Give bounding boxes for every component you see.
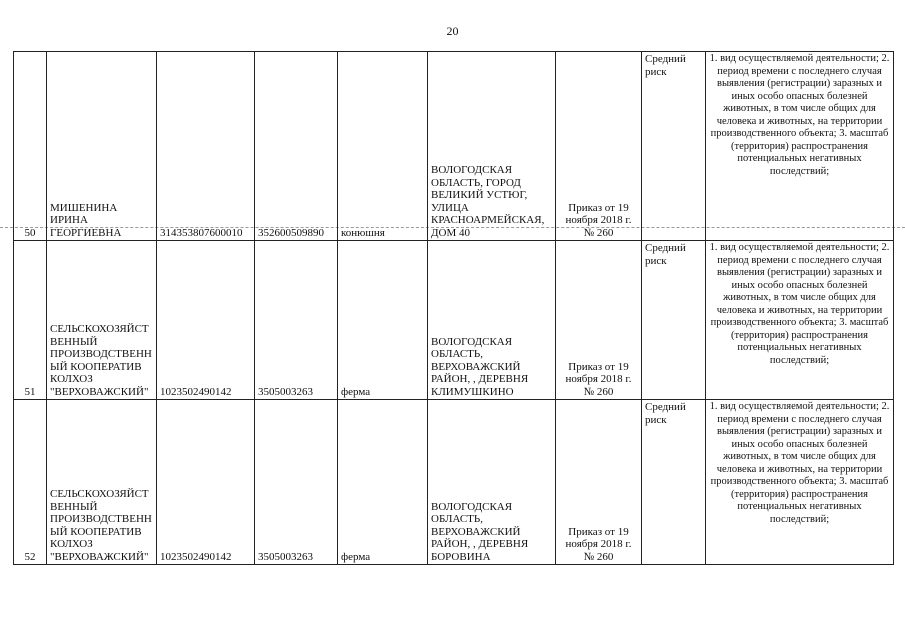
object-type-cell: конюшня — [338, 52, 428, 241]
org-name: СЕЛЬСКОХОЗЯЙСТ ВЕННЫЙ ПРОИЗВОДСТВЕНН ЫЙ КООПЕРАТИВ КОЛХОЗ "ВЕРХОВАЖСКИЙ" — [47, 241, 157, 400]
criteria-cell: 1. вид осуществляемой деятельности; 2. период времени с последнего случая выявления (регистрации) заразных и иных особо опасных болезней животных, в том числе общих для человека и животных, на территории производственного объекта; 3. масштаб (территория) распространения потенциальных негативных последствий; — [706, 52, 894, 241]
risk-category-cell: Средний риск — [642, 241, 706, 400]
table-row — [14, 241, 894, 400]
inn-cell: 3505003263 — [255, 241, 338, 400]
ogrn-cell: 314353807600010 — [157, 52, 255, 241]
registry-table — [13, 51, 894, 565]
row-number: 50 — [14, 52, 47, 241]
org-name: СЕЛЬСКОХОЗЯЙСТ ВЕННЫЙ ПРОИЗВОДСТВЕНН ЫЙ КООПЕРАТИВ КОЛХОЗ "ВЕРХОВАЖСКИЙ" — [47, 400, 157, 565]
document-cell: Приказ от 19 ноября 2018 г. № 260 — [556, 52, 642, 241]
document-cell: Приказ от 19 ноября 2018 г. № 260 — [556, 241, 642, 400]
inn-cell: 352600509890 — [255, 52, 338, 241]
object-type-cell: ферма — [338, 400, 428, 565]
ogrn-cell: 1023502490142 — [157, 241, 255, 400]
address-cell: ВОЛОГОДСКАЯ ОБЛАСТЬ, ВЕРХОВАЖСКИЙ РАЙОН, , ДЕРЕВНЯ БОРОВИНА — [428, 400, 556, 565]
address-cell: ВОЛОГОДСКАЯ ОБЛАСТЬ, ВЕРХОВАЖСКИЙ РАЙОН, , ДЕРЕВНЯ КЛИМУШКИНО — [428, 241, 556, 400]
risk-category-cell: Средний риск — [642, 52, 706, 241]
org-name: МИШЕНИНА ИРИНА ГЕОРГИЕВНА — [47, 52, 157, 241]
object-type-cell: ферма — [338, 241, 428, 400]
table-row — [14, 400, 894, 565]
criteria-cell: 1. вид осуществляемой деятельности; 2. период времени с последнего случая выявления (регистрации) заразных и иных особо опасных болезней животных, в том числе общих для человека и животных, на территории производственного объекта; 3. масштаб (территория) распространения потенциальных негативных последствий; — [706, 400, 894, 565]
risk-category-cell: Средний риск — [642, 400, 706, 565]
inn-cell: 3505003263 — [255, 400, 338, 565]
ogrn-cell: 1023502490142 — [157, 400, 255, 565]
page-number: 20 — [446, 24, 459, 38]
address-cell: ВОЛОГОДСКАЯ ОБЛАСТЬ, ГОРОД ВЕЛИКИЙ УСТЮГ, УЛИЦА КРАСНОАРМЕЙСКАЯ, ДОМ 40 — [428, 52, 556, 241]
row-number: 51 — [14, 241, 47, 400]
criteria-cell: 1. вид осуществляемой деятельности; 2. период времени с последнего случая выявления (регистрации) заразных и иных особо опасных болезней животных, в том числе общих для человека и животных, на территории производственного объекта; 3. масштаб (территория) распространения потенциальных негативных последствий; — [706, 241, 894, 400]
row-number: 52 — [14, 400, 47, 565]
table-row — [14, 52, 894, 241]
document-cell: Приказ от 19 ноября 2018 г. № 260 — [556, 400, 642, 565]
